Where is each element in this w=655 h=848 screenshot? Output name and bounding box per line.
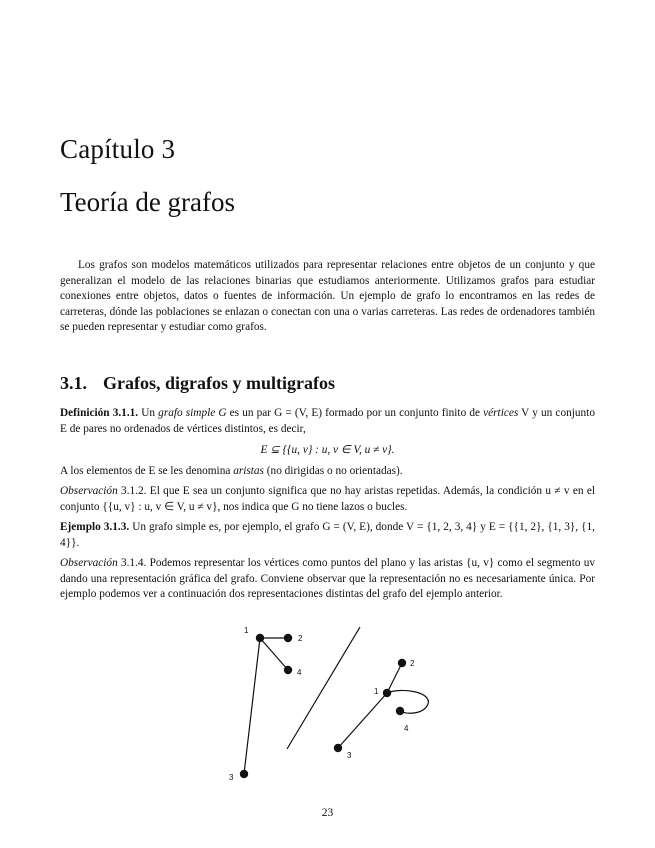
vertex-label-left-3: 3 xyxy=(229,773,234,782)
definition-text-2: es un par G = (V, E) formado por un conjunto finito de xyxy=(226,407,484,419)
observation-1-text: 3.1.2. El que E sea un conjunto significa que no hay aristas repetidas. Además, la condición u ≠ v en el conjunto {{u, v} : u, v ∈ V, u ≠ v}, nos indica que G no tiene lazos o bucles. xyxy=(60,485,595,513)
chapter-title: Teoría de grafos xyxy=(60,187,236,217)
separator-line xyxy=(287,627,360,749)
edge-1-3-left xyxy=(244,638,260,774)
definition-term-grafo: grafo simple G xyxy=(158,407,227,419)
section-title: Grafos, digrafos y multigrafos xyxy=(103,373,335,393)
definition-text-3: V y un conjunto E de pares no ordenados de vértices distintos, es decir, xyxy=(60,407,595,435)
observation-1-label: Observación xyxy=(60,485,118,497)
observation-2-label: Observación xyxy=(60,557,118,569)
definition-formula: E ⊆ {{u, v} : u, v ∈ V, u ≠ v}. xyxy=(260,444,395,456)
intro-paragraph: Los grafos son modelos matemáticos utilizados para representar relaciones entre objetos de un conjunto y que generalizan el modelo de las relaciones binarias que estudiamos anteriormente. Utilizamos grafos para estudiar conexiones entre objetos, datos o fuentes de información. Un ejemplo de grafo lo encontramos en las redes de carreteras, dónde las poblaciones se enlazan o conectan con una o varias carreteras. Las redes de ordenadores también se pueden representar y estudiar como grafos. xyxy=(60,259,595,334)
vertex-3-right xyxy=(334,744,342,752)
vertex-label-left-4: 4 xyxy=(297,668,302,677)
vertex-label-right-3: 3 xyxy=(347,751,352,760)
definition-label: Definición 3.1.1. xyxy=(60,407,139,419)
vertex-1-right xyxy=(383,689,391,697)
vertex-1-left xyxy=(256,634,264,642)
edge-1-4-left xyxy=(260,638,288,670)
vertex-2-right xyxy=(398,659,406,667)
aristas-text-1: A los elementos de E se les denomina xyxy=(60,465,234,477)
vertex-label-left-2: 2 xyxy=(298,634,303,643)
edge-1-3-right xyxy=(338,693,387,748)
aristas-term: aristas xyxy=(233,465,264,477)
vertex-4-right xyxy=(396,707,404,715)
vertex-label-right-1: 1 xyxy=(374,687,379,696)
edge-1-4-right xyxy=(387,690,428,713)
example-label: Ejemplo 3.1.3. xyxy=(60,521,130,533)
chapter-label: Capítulo 3 xyxy=(60,134,176,164)
vertex-label-right-4: 4 xyxy=(404,724,409,733)
edge-1-2-right xyxy=(387,663,402,693)
observation-2-text: 3.1.4. Podemos representar los vértices como puntos del plano y las aristas {u, v} como el segmento uv dando una representación gráfica del grafo. Conviene observar que la representación no es necesariamente única. Por ejemplo podemos ver a continuación dos representaciones distintas del grafo del ejemplo anterior. xyxy=(60,557,595,601)
vertex-3-left xyxy=(240,770,248,778)
definition-term-vertices: vértices xyxy=(483,407,519,419)
example-text: Un grafo simple es, por ejemplo, el grafo G = (V, E), donde V = {1, 2, 3, 4} y E = {{1, 2}, {1, 3}, {1, 4}}. xyxy=(60,521,595,549)
section-number: 3.1. xyxy=(60,373,87,393)
vertex-2-left xyxy=(284,634,292,642)
vertex-label-right-2: 2 xyxy=(410,659,415,668)
vertex-label-left-1: 1 xyxy=(244,626,249,635)
definition-text-1: Un xyxy=(138,407,159,419)
page-number: 23 xyxy=(321,807,334,819)
aristas-text-2: (no dirigidas o no orientadas). xyxy=(263,465,403,477)
vertex-4-left xyxy=(284,666,292,674)
